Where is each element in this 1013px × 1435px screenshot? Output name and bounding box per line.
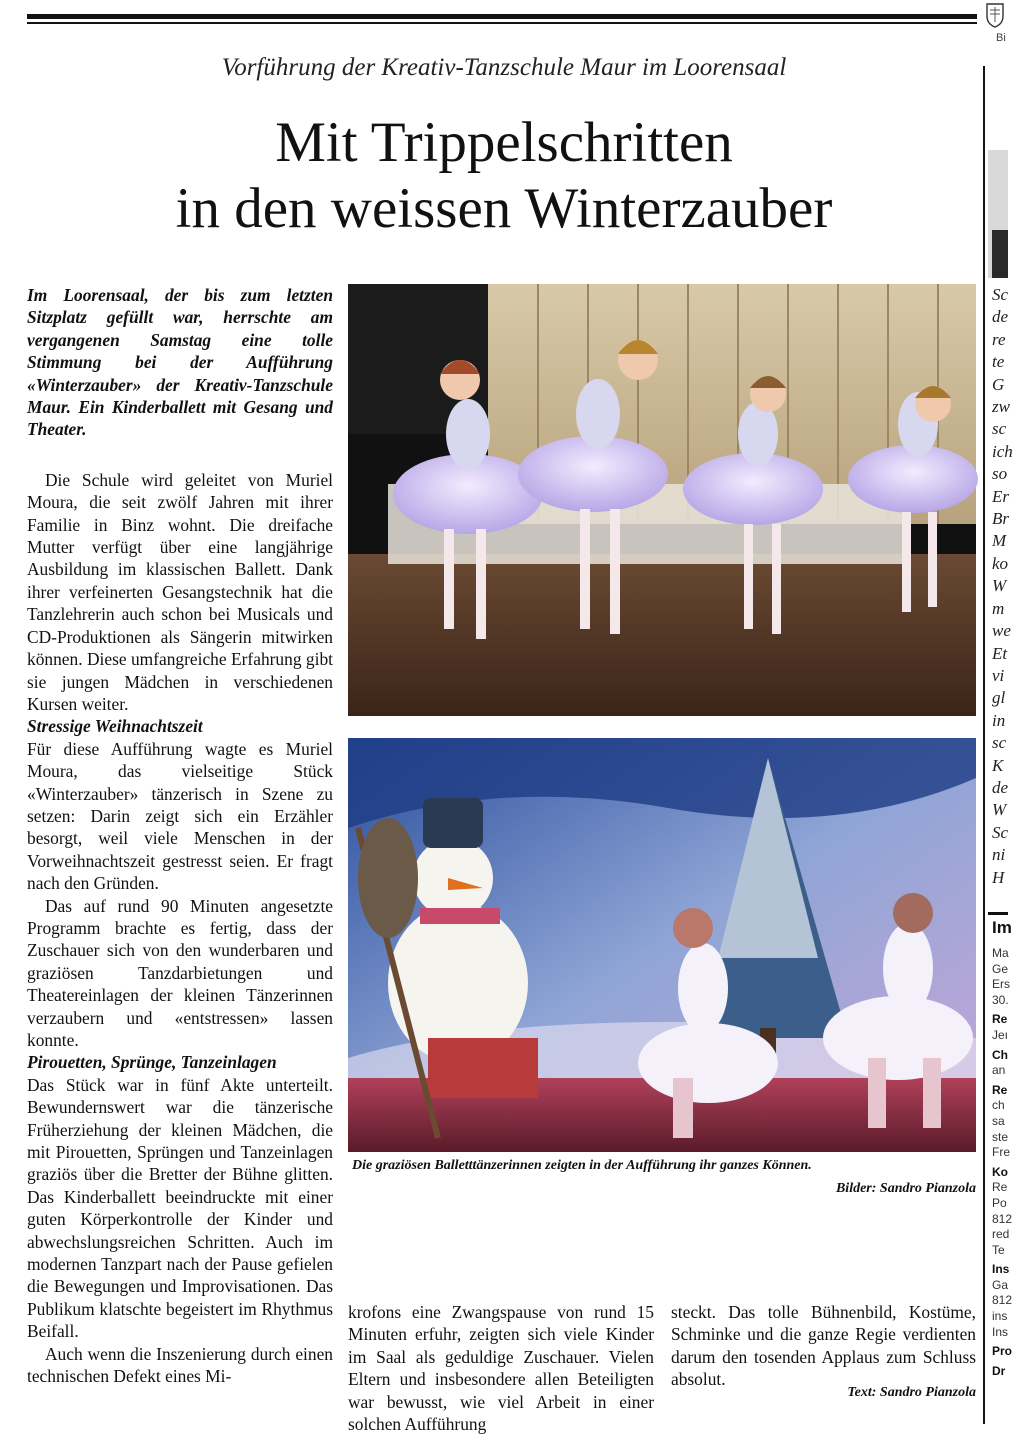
text-column-1 bbox=[27, 284, 333, 1388]
subheading: Pirouetten, Sprünge, Tanzeinlagen bbox=[27, 1052, 277, 1073]
sidebar-cropped-column bbox=[992, 284, 1013, 889]
impressum-line: Ins bbox=[992, 1262, 1010, 1277]
impressum-line: 812 bbox=[992, 1293, 1013, 1308]
sidebar-cropped-line: sc bbox=[992, 733, 1007, 753]
sidebar-cropped-line: gl bbox=[992, 688, 1006, 708]
sidebar-cropped-line: Er bbox=[992, 486, 1009, 506]
sidebar-cropped-line: in bbox=[992, 710, 1006, 730]
paragraph: Für diese Aufführung wagte es Muriel Moura, das vielseitige Stück «Winterzauber» tänzerisch in Szene zu setzen: Darin zeigt sich ein Erzähler besorgt, weil viele Menschen in der Vorweihnachtszeit gestresst seien. Er fragt nach den Gründen. bbox=[27, 738, 333, 894]
sidebar-cropped-line: ko bbox=[992, 553, 1009, 573]
impressum-line: Re bbox=[992, 1012, 1008, 1027]
impressum-line: Te bbox=[992, 1242, 1005, 1257]
impressum-line: Ga bbox=[992, 1277, 1009, 1292]
sidebar-cropped-line: H bbox=[992, 867, 1005, 887]
sidebar-top-label: Bi bbox=[996, 32, 1006, 44]
column-divider bbox=[983, 66, 985, 1424]
sidebar-cropped-line: ni bbox=[992, 845, 1006, 865]
article-headline bbox=[0, 110, 1008, 242]
subheading: Stressige Weihnachtszeit bbox=[27, 716, 203, 737]
impressum-line: ch bbox=[992, 1098, 1005, 1113]
photo-credit: Bilder: Sandro Pianzola bbox=[835, 1181, 976, 1196]
sidebar-cropped-line: ich bbox=[992, 441, 1013, 461]
sidebar-cropped-line: Sc bbox=[992, 822, 1009, 842]
sidebar-cropped-line: de bbox=[992, 777, 1009, 797]
sidebar-portrait-photo bbox=[988, 150, 1008, 278]
impressum-line: Re bbox=[992, 1180, 1008, 1195]
paragraph: Das Stück war in fünf Akte unterteilt. Bewundernswert war die tänzerische Früherziehung der kleinen Mädchen, die mit Pirouetten, Sprüngen und Tanzeinlagen graziös über die Bretter der Bühne glitten. Das Kinderballett beeindruckte mit einer guten Körperkontrolle der Kinder und abwechslungsreichen Schritten. Auch im modernen Tanzpart nach der Pause gefielen die Bewegungen und Improvisationen. Das Publikum klatschte begeistert im Rhythmus Beifall. bbox=[27, 1074, 333, 1342]
impressum-line: an bbox=[992, 1063, 1006, 1078]
impressum-heading: Im bbox=[992, 918, 1012, 937]
sidebar-cropped-line: K bbox=[992, 755, 1004, 775]
sidebar-cropped-line: Sc bbox=[992, 285, 1009, 304]
impressum-line: Re bbox=[992, 1082, 1008, 1097]
article-kicker: Vorführung der Kreativ-Tanzschule Maur im Loorensaal bbox=[221, 54, 787, 81]
impressum-line: Fre bbox=[992, 1145, 1010, 1160]
impressum-line: Ko bbox=[992, 1164, 1008, 1179]
impressum-lines bbox=[992, 946, 1012, 1379]
sidebar-cropped-line: we bbox=[992, 621, 1011, 641]
paragraph: Auch wenn die Inszenierung durch einen technischen Defekt eines Mi- bbox=[27, 1343, 333, 1387]
sidebar-cropped-line: W bbox=[992, 800, 1007, 820]
photo-snowman-winter-scene bbox=[348, 738, 976, 1152]
sidebar-cropped-line: W bbox=[992, 576, 1007, 596]
paragraph: Das auf rund 90 Minuten angesetzte Programm brachte es fertig, dass der Zuschauer sich von den wunderbaren und graziösen Tanzdarbietungen und Theatereinlagen der kleinen Tänzerinnen verzaubern und «entstressen» lassen konnte. bbox=[27, 895, 333, 1050]
impressum-line: Ch bbox=[992, 1047, 1008, 1062]
sidebar-cropped-line: so bbox=[992, 464, 1008, 484]
impressum-line: ste bbox=[992, 1129, 1009, 1144]
paragraph: steckt. Das tolle Bühnenbild, Kostüme, Schminke und die ganze Regie verdienten darum den tosenden Applaus zum Schluss absolut. bbox=[671, 1302, 976, 1390]
sidebar-cropped-line: Br bbox=[992, 509, 1009, 529]
sidebar-cropped-line: de bbox=[992, 307, 1009, 327]
impressum-line: Dr bbox=[992, 1363, 1006, 1378]
sidebar-cropped-line: Et bbox=[992, 643, 1008, 663]
text-column-2 bbox=[348, 1301, 654, 1435]
text-credit: Text: Sandro Pianzola bbox=[847, 1385, 976, 1400]
sidebar-cropped-line: te bbox=[992, 352, 1005, 372]
text-column-3 bbox=[671, 1301, 976, 1391]
impressum-line: Ers bbox=[992, 977, 1010, 992]
sidebar-cropped-line: M bbox=[992, 531, 1007, 551]
impressum-line: sa bbox=[992, 1113, 1005, 1128]
impressum-line: Jeı bbox=[992, 1027, 1009, 1042]
impressum-line: Po bbox=[992, 1195, 1007, 1210]
headline-line-1: Mit Trippelschritten bbox=[275, 111, 733, 174]
sidebar-cropped-line: G bbox=[992, 374, 1005, 394]
impressum-line: Pro bbox=[992, 1344, 1013, 1359]
sidebar-cropped-line: re bbox=[992, 329, 1006, 349]
impressum-line: red bbox=[992, 1227, 1010, 1242]
impressum-line: ins bbox=[992, 1309, 1008, 1324]
paragraph: Die Schule wird geleitet von Muriel Moura, die seit zwölf Jahren mit ihrer Familie in Binz wohnt. Die dreifache Mutter verfügt über eine langjährige Ausbildung im klassischen Ballett. Dank ihrer verfeinerten Gesangstechnik hat die Tanzlehrerin auch schon bei Musicals und CD-Produktionen als Sängerin mitwirken können. Diese umfangreiche Erfahrung gibt sie jungen Mädchen in verschiedenen Kursen weiter. bbox=[27, 469, 333, 714]
header-rule-thin bbox=[27, 22, 977, 24]
sidebar-cropped-line: m bbox=[992, 598, 1005, 618]
paragraph: krofons eine Zwangspause von rund 15 Minuten erfuhr, zeigten sich viele Kinder im Saal als geduldige Zuschauer. Vielen Eltern und insbesondere allen Beteiligten war bewusst, wie viel Arbeit in einer solchen Aufführung bbox=[348, 1302, 654, 1435]
sidebar-cropped-line: zw bbox=[992, 397, 1010, 417]
headline-line-2: in den weissen Winterzauber bbox=[175, 177, 833, 240]
impressum-line: 30. bbox=[992, 992, 1009, 1007]
photo-caption: Die graziösen Balletttänzerinnen zeigten in der Aufführung ihr ganzes Können. bbox=[352, 1158, 812, 1173]
sidebar-cropped-line: vi bbox=[992, 665, 1005, 685]
impressum-line: Ge bbox=[992, 961, 1009, 976]
photo-ballet-dancers-stage bbox=[348, 284, 976, 716]
header-rule-thick bbox=[27, 14, 977, 19]
sidebar-cropped-line: sc bbox=[992, 419, 1007, 439]
article-lead: Im Loorensaal, der bis zum letzten Sitzplatz gefüllt war, herrschte am vergangenen Samstag eine tolle Stimmung bei der Aufführung «Winterzauber» der Kreativ-Tanzschule Maur. Ein Kinderballett mit Gesang und Theater. bbox=[27, 285, 333, 440]
crest-icon bbox=[984, 2, 1006, 28]
impressum-rule bbox=[988, 912, 1008, 915]
impressum-line: 812 bbox=[992, 1211, 1013, 1226]
impressum-line: Ins bbox=[992, 1324, 1009, 1339]
impressum-line: Ma bbox=[992, 946, 1009, 960]
